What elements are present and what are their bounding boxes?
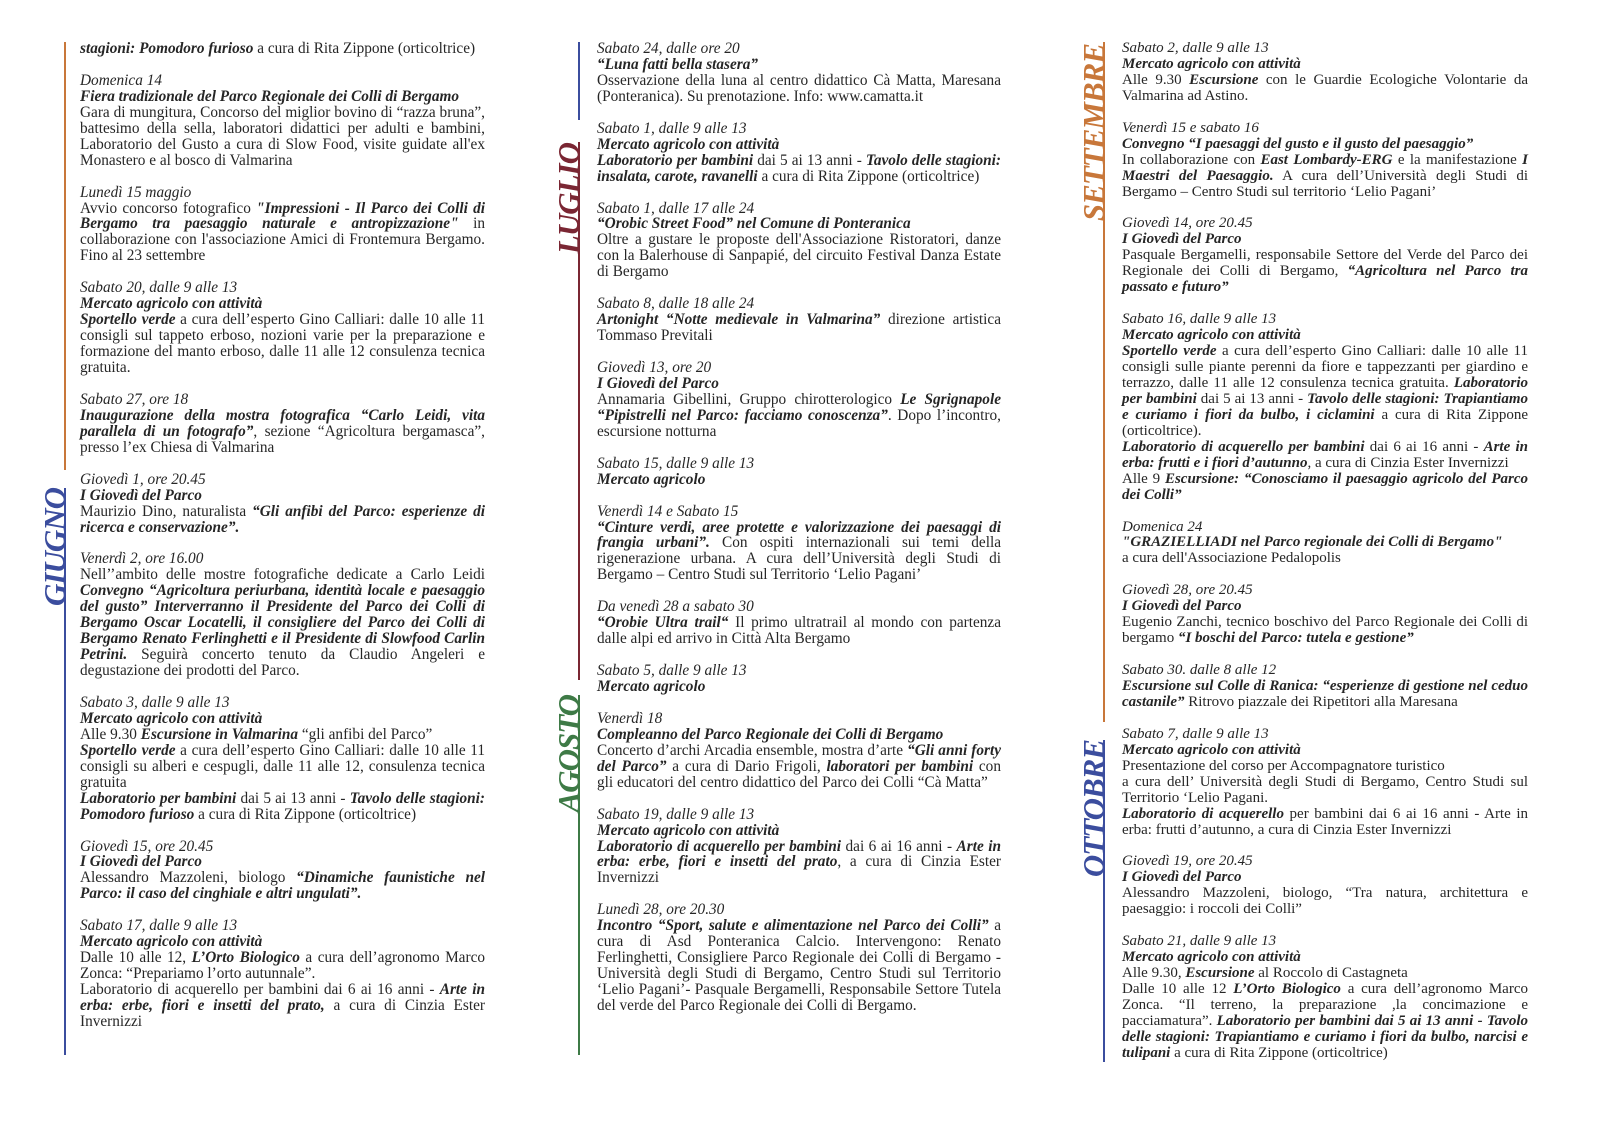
- event-text: a cura di Rita Zippone (orticoltrice): [1170, 1044, 1388, 1061]
- event-text: a cura dell'Associazione Pedalopolis: [1122, 550, 1341, 567]
- event-text: a cura di Rita Zippone (orticoltrice).: [1122, 406, 1528, 439]
- event-description: [1122, 807, 1528, 839]
- event-text: Pasquale Bergamelli, responsabile Settore del Verde del Parco dei Regionale dei Colli di Bergamo,: [1122, 247, 1528, 280]
- event-date: Sabato 17, dalle 9 alle 13: [80, 917, 238, 935]
- event-entry: [1122, 520, 1528, 568]
- event-entry: [597, 599, 1001, 647]
- event-title: I Giovedì del Parco: [1122, 598, 1242, 615]
- event-date: Lunedì 28, ore 20.30: [597, 901, 725, 919]
- event-highlight: Sportello verde: [1122, 343, 1217, 360]
- event-entry: [597, 663, 1001, 695]
- event-highlight: Sportello verde: [80, 741, 176, 759]
- event-text: dai 5 ai 13 anni -: [236, 789, 350, 807]
- event-text: dai 5 ai 13 anni -: [1196, 390, 1308, 407]
- event-entry: [80, 695, 485, 823]
- event-description: [1122, 73, 1528, 105]
- event-text: al Roccolo di Castagneta: [1254, 965, 1408, 982]
- event-description: [1122, 344, 1528, 440]
- event-description: [80, 791, 485, 823]
- event-text: “gli anfibi del Parco”: [298, 725, 433, 743]
- event-text: a cura di Rita Zippone (orticoltrice): [757, 167, 980, 185]
- event-text: , a cura di Cinzia Ester Invernizzi: [1307, 454, 1509, 471]
- event-highlight: Arte in erba: erbe, fiori e insetti del prato: [597, 837, 1001, 871]
- event-description: [597, 743, 1001, 791]
- event-description: [1122, 679, 1528, 711]
- event-text: Concerto d’archi Arcadia ensemble, mostra d’arte: [597, 741, 908, 759]
- event-highlight: laboratori per bambini: [826, 757, 974, 775]
- event-text: a cura di Asd Ponteranica Calcio. Intervengono: Renato Ferlinghetti, Consigliere Parco Regionale dei Colli di Bergamo - Università degli Studi di Bergamo, Centro Studi sul Territorio ‘Lelio Pagani’- Pasquale Bergamelli, Responsabile Settore Tutela del verde del Parco Regionale dei Colli di Bergamo.: [597, 917, 1001, 1015]
- event-highlight: “Gli anni forty del Parco”: [597, 741, 1001, 775]
- event-date: Venerdì 15 e sabato 16: [1122, 119, 1259, 136]
- event-text: dai 5 ai 13 anni -: [753, 151, 866, 169]
- event-entry: [1122, 216, 1528, 296]
- event-text: a cura dell’esperto Gino Calliari: dalle 10 alle 11 consigli sulle piante perenni da fiore e tappezzanti per giardino e terrazzo, dalle 11 alle 12 consulenza tecnica gratuita.: [1122, 343, 1529, 391]
- month-label-ottobre: OTTOBRE: [1076, 740, 1111, 878]
- event-text: a cura dell’agronomo Marco Zonca: “Prepariamo l’orto autunnale”.: [80, 949, 486, 983]
- event-date: Venerdì 18: [597, 709, 663, 727]
- event-entry: [80, 280, 485, 376]
- event-description: [1122, 775, 1528, 807]
- event-highlight: “Agricoltura nel Parco tra passato e futuro”: [1122, 263, 1528, 296]
- event-date: Giovedì 28, ore 20.45: [1122, 582, 1253, 599]
- event-title: I Giovedì del Parco: [597, 374, 719, 392]
- event-text: a cura dell’esperto Gino Calliari: dalle 10 alle 11 consigli sul tappeto erboso, nozioni varie per la preparazione e formazione del manto erboso, dalle 11 alle 12 consulenza tecnica gratuita.: [80, 311, 485, 377]
- event-text: a cura di Dario Frigoli,: [666, 757, 827, 775]
- event-text: Dalle 10 alle 12: [1122, 981, 1234, 998]
- event-description: [1122, 472, 1528, 504]
- event-text: Con ospiti internazionali sui temi della rigenerazione urbana. A cura dell’Università degli Studi di Bergamo – Centro Studi sul Territorio ‘Lelio Pagani’: [597, 534, 1002, 584]
- event-highlight: Laboratorio per bambini: [1122, 374, 1528, 407]
- month-label-agosto: AGOSTO: [551, 695, 586, 813]
- event-text: Presentazione del corso per Accompagnatore turistico: [1122, 757, 1445, 774]
- event-text: a cura dell’esperto Gino Calliari: dalle 10 alle 11 consigli su alberi e cespugli, dalle 11 alle 12, consulenza tecnica gratuita: [80, 741, 485, 791]
- event-date: Sabato 7, dalle 9 alle 13: [1122, 725, 1269, 742]
- event-description: [1122, 966, 1528, 982]
- event-text: a cura di Rita Zippone (orticoltrice): [253, 40, 476, 57]
- month-label-giugno: GIUGNO: [37, 488, 72, 606]
- event-date: Sabato 5, dalle 9 alle 13: [597, 662, 747, 680]
- event-entry: [597, 121, 1001, 185]
- event-description: [1122, 248, 1528, 296]
- event-highlight: L’Orto Biologico: [1233, 981, 1341, 998]
- event-text: a cura dell’ Università degli Studi di Bergamo, Centro Studi sul Territorio ‘Lelio Pagani.: [1122, 773, 1528, 806]
- event-entry: [597, 360, 1001, 440]
- event-text: Laboratorio di acquerello per bambini dai 6 ai 16 anni -: [80, 981, 440, 999]
- event-highlight: Escursione: [1185, 965, 1255, 982]
- event-entry: [80, 41, 485, 57]
- event-highlight: East Lombardy-ERG: [1260, 151, 1393, 168]
- event-highlight: Sportello verde: [80, 311, 176, 329]
- event-highlight: "Impressioni - Il Parco dei Colli di Bergamo tra paesaggio naturale e antropizzazione": [80, 199, 485, 233]
- event-date: Sabato 19, dalle 9 alle 13: [597, 805, 755, 823]
- event-highlight: Escursione: [1189, 71, 1259, 88]
- event-title: I Giovedì del Parco: [1122, 869, 1242, 886]
- event-date: Sabato 20, dalle 9 alle 13: [80, 279, 238, 297]
- event-entry: [1122, 934, 1528, 1062]
- event-description: [597, 839, 1001, 887]
- event-date: Giovedì 1, ore 20.45: [80, 470, 206, 488]
- event-text: in collaborazione con l'associazione Amici di Frontemura Bergamo. Fino al 23 settembre: [80, 215, 485, 265]
- event-description: [80, 567, 485, 679]
- event-title: Mercato agricolo: [597, 470, 706, 488]
- event-date: Lunedì 15 maggio: [80, 183, 192, 201]
- event-highlight: Laboratorio di acquerello per bambini: [597, 837, 842, 855]
- event-highlight: Incontro “Sport, salute e alimentazione nel Parco dei Colli”: [597, 917, 989, 935]
- event-text: , sezione “Agricoltura bergamasca”, presso l’ex Chiesa di Valmarina: [80, 422, 485, 456]
- event-date: Sabato 2, dalle 9 alle 13: [1122, 40, 1269, 56]
- month-label-luglio: LUGLIO: [551, 143, 586, 255]
- event-highlight: “Orobie Ultra trail“: [597, 614, 729, 632]
- event-description: [597, 918, 1001, 1014]
- event-date: Giovedì 13, ore 20: [597, 359, 712, 376]
- event-title: Mercato agricolo: [597, 678, 706, 695]
- event-entry: [1122, 663, 1528, 711]
- event-date: Venerdì 2, ore 16.00: [80, 550, 204, 568]
- event-date: Sabato 1, dalle 17 alle 24: [597, 199, 755, 217]
- event-description: [80, 743, 485, 791]
- event-date: Sabato 1, dalle 9 alle 13: [597, 119, 747, 137]
- event-text: a cura di Cinzia Ester Invernizzi: [80, 997, 485, 1030]
- event-text: Avvio concorso fotografico: [80, 199, 257, 217]
- event-text: dai 6 ai 16 anni -: [841, 837, 957, 855]
- event-text: A cura dell’Università degli Studi di Bergamo – Centro Studi sul territorio ‘Lelio Pagani’: [1122, 167, 1529, 200]
- event-text: Eugenio Zanchi, tecnico boschivo del Parco Regionale dei Colli di bergamo: [1122, 614, 1528, 647]
- event-text: Maurizio Dino, naturalista: [80, 502, 253, 520]
- event-text: Alle 9.30: [80, 725, 141, 743]
- event-title: Mercato agricolo con attività: [80, 709, 263, 727]
- event-text: Annamaria Gibellini, Gruppo chirotterologico: [597, 390, 901, 408]
- event-title: I Giovedì del Parco: [80, 486, 202, 504]
- event-date: Venerdì 14 e Sabato 15: [597, 502, 739, 520]
- event-date: Sabato 15, dalle 9 alle 13: [597, 454, 755, 472]
- event-title: Mercato agricolo con attività: [1122, 327, 1301, 344]
- event-description: [80, 504, 485, 536]
- event-description: [80, 312, 485, 376]
- event-title: Mercato agricolo con attività: [597, 821, 780, 839]
- event-description: [80, 201, 485, 265]
- event-highlight: “Dinamiche faunistiche nel Parco: il caso del cinghiale e altri ungulati”.: [80, 869, 486, 903]
- event-highlight: stagioni: Pomodoro furioso: [80, 40, 254, 57]
- event-text: dai 6 ai 16 anni -: [1364, 438, 1484, 455]
- event-title: Fiera tradizionale del Parco Regionale dei Colli di Bergamo: [80, 87, 460, 105]
- event-entry: [80, 73, 485, 169]
- event-highlight: Escursione in Valmarina: [140, 725, 299, 743]
- event-description: [597, 520, 1001, 584]
- event-title: Mercato agricolo con attività: [80, 933, 263, 951]
- event-text: Dalle 10 alle 12,: [80, 949, 192, 967]
- event-date: Sabato 30. dalle 8 alle 12: [1122, 662, 1277, 679]
- event-highlight: Laboratorio per bambini: [597, 151, 754, 169]
- event-highlight: Laboratorio per bambini: [80, 789, 237, 807]
- event-highlight: Escursione sul Colle di Ranica: “esperienze di gestione nel ceduo castanile”: [1122, 678, 1528, 710]
- event-description: [1122, 153, 1528, 201]
- event-entry: [1122, 854, 1528, 918]
- event-title: Mercato agricolo con attività: [1122, 949, 1301, 966]
- event-date: Domenica 14: [80, 71, 162, 89]
- event-text: , a cura di Cinzia Ester Invernizzi: [597, 853, 1001, 887]
- event-description: [1122, 615, 1528, 647]
- event-entry: [597, 504, 1001, 584]
- event-text: Gara di mungitura, Concorso del miglior bovino di “razza bruna”, battesimo della sella, laboratori didattici per adulti e bambini, Laboratorio del Gusto a cura di Slow Food, visite guidate all'ex Monastero e al bosco di Valmarina: [80, 103, 485, 169]
- event-highlight: Tavolo delle stagioni: Trapiantiamo e curiamo i fiori da bulbo, i ciclamini: [1122, 390, 1528, 423]
- event-entry: [80, 839, 485, 903]
- event-date: Sabato 21, dalle 9 alle 13: [1122, 933, 1277, 950]
- event-text: Alessandro Mazzoleni, biologo, “Tra natura, architettura e paesaggio: i roccoli dei Colli”: [1122, 885, 1528, 918]
- event-entry: [80, 472, 485, 536]
- event-title: Compleanno del Parco Regionale dei Colli di Bergamo: [597, 725, 944, 743]
- event-title: Mercato agricolo con attività: [80, 295, 263, 313]
- event-entry: [1122, 727, 1528, 839]
- event-entry: [80, 551, 485, 679]
- event-highlight: Arte in erba: erbe, fiori e insetti del prato,: [80, 981, 485, 1015]
- column-3-events: [1122, 41, 1528, 1078]
- event-highlight: Laboratorio per bambini dai 5 ai 13 anni - Tavolo delle stagioni: Trapiantiamo e curiamo i fiori da bulbo, narcisi e tulipani: [1122, 1013, 1528, 1061]
- event-text: Osservazione della luna al centro didattico Cà Matta, Maresana (Ponteranica). Su prenotazione. Info: www.camatta.it: [597, 71, 1001, 105]
- event-text: Alle 9.30,: [1122, 965, 1186, 982]
- event-entry: [1122, 41, 1528, 105]
- event-date: Giovedì 15, ore 20.45: [80, 837, 214, 855]
- event-title: "GRAZIELLIADI nel Parco regionale dei Colli di Bergamo": [1122, 534, 1503, 551]
- event-date: Sabato 8, dalle 18 alle 24: [597, 295, 755, 313]
- event-text: Nell’’ambito delle mostre fotografiche dedicate a Carlo Leidi: [80, 566, 485, 584]
- event-date: Da venedì 28 a sabato 30: [597, 598, 754, 616]
- event-highlight: Escursione: “Conosciamo il paesaggio agricolo del Parco dei Colli”: [1122, 470, 1528, 503]
- event-title: “Luna fatti bella stasera”: [597, 55, 759, 73]
- event-title: Mercato agricolo con attività: [597, 135, 780, 153]
- event-entry: [597, 456, 1001, 488]
- event-description: [80, 41, 485, 57]
- event-description: [1122, 886, 1528, 918]
- event-highlight: Inaugurazione della mostra fotografica “Carlo Leidi, vita parallela di un fotografo”: [80, 406, 485, 440]
- event-description: [80, 408, 485, 456]
- event-description: [597, 392, 1001, 440]
- event-entry: [1122, 583, 1528, 647]
- event-date: Domenica 24: [1122, 518, 1203, 535]
- event-entry: [1122, 121, 1528, 201]
- event-date: Giovedì 19, ore 20.45: [1122, 853, 1253, 870]
- event-highlight: I Maestri del Paesaggio.: [1122, 151, 1528, 184]
- event-text: a cura di Rita Zippone (orticoltrice): [194, 805, 417, 823]
- event-entry: [80, 918, 485, 1030]
- event-text: con gli educatori del centro didattico del Parco dei Colli “Cà Matta”: [597, 757, 1001, 791]
- event-highlight: Convegno “Agricoltura periurbana, identità locale e paesaggio del gusto” Interverranno il Presidente del Parco dei Colli di Bergamo Oscar Locatelli, il consigliere del Parco dei Colli di Bergamo Renato Ferlinghetti e il Presidente di Slowfood Carlin Petrini.: [80, 582, 485, 664]
- event-highlight: Tavolo delle stagioni: Pomodoro furioso: [80, 789, 486, 823]
- event-date: Sabato 16, dalle 9 alle 13: [1122, 311, 1277, 328]
- event-text: Alle 9: [1122, 470, 1165, 487]
- event-title: I Giovedì del Parco: [1122, 231, 1242, 248]
- event-description: [80, 727, 485, 743]
- event-text: . Dopo l’incontro, escursione notturna: [597, 406, 1001, 440]
- event-entry: [80, 392, 485, 456]
- column-1-events: [80, 41, 485, 1046]
- event-highlight: Laboratorio di acquerello per bambini: [1122, 438, 1365, 455]
- event-highlight: “I boschi del Parco: tutela e gestione”: [1177, 630, 1414, 647]
- event-text: Seguirà concerto tenuto da Claudio Angeleri e degustazione dei prodotti del Parco.: [80, 646, 485, 680]
- event-entry: [1122, 312, 1528, 503]
- event-highlight: “Cinture verdi, aree protette e valorizzazione dei paesaggi di frangia urbani”.: [597, 518, 1001, 552]
- event-highlight: Le Sgrignapole “Pipistrelli nel Parco: facciamo conoscenza”: [597, 390, 1001, 424]
- event-text: In collaborazione con: [1122, 151, 1261, 168]
- event-text: Alessandro Mazzoleni, biologo: [80, 869, 297, 887]
- event-description: [1122, 551, 1528, 567]
- event-entry: [597, 807, 1001, 887]
- event-description: [597, 73, 1001, 105]
- event-title: Mercato agricolo con attività: [1122, 741, 1301, 758]
- event-text: Il primo ultratrail al mondo con partenza dalle alpi ed arrivo in Città Alta Bergamo: [597, 614, 1001, 648]
- event-description: [80, 870, 485, 902]
- event-entry: [80, 185, 485, 265]
- event-description: [80, 950, 485, 982]
- event-description: [80, 105, 485, 169]
- event-title: Convegno “I paesaggi del gusto e il gusto del paesaggio”: [1122, 135, 1474, 152]
- event-date: Giovedì 14, ore 20.45: [1122, 215, 1253, 232]
- event-text: Oltre a gustare le proposte dell'Associazione Ristoratori, danze con la Balerhouse di Sanpapié, del circuito Festival Danza Estate di Bergamo: [597, 231, 1001, 281]
- event-date: Sabato 27, ore 18: [80, 390, 189, 408]
- column-2-events: [597, 41, 1001, 1030]
- event-entry: [597, 296, 1001, 344]
- event-highlight: Tavolo delle stagioni: insalata, carote, ravanelli: [597, 151, 1002, 185]
- event-title: Mercato agricolo con attività: [1122, 55, 1301, 72]
- event-highlight: “Gli anfibi del Parco: esperienze di ricerca e conservazione”.: [80, 502, 485, 536]
- event-description: [80, 982, 485, 1030]
- event-highlight: Artonight “Notte medievale in Valmarina”: [597, 311, 881, 329]
- event-description: [1122, 759, 1528, 775]
- event-entry: [597, 711, 1001, 791]
- event-entry: [597, 902, 1001, 1014]
- month-label-settembre: SETTEMBRE: [1076, 44, 1111, 222]
- event-description: [1122, 982, 1528, 1062]
- event-title: “Orobic Street Food” nel Comune di Ponteranica: [597, 215, 911, 233]
- event-date: Sabato 24, dalle ore 20: [597, 40, 740, 57]
- event-date: Sabato 3, dalle 9 alle 13: [80, 693, 230, 711]
- event-text: Ritrovo piazzale dei Ripetitori alla Maresana: [1184, 693, 1458, 710]
- event-entry: [597, 201, 1001, 281]
- month-bar-maggio: [64, 42, 66, 470]
- event-text: con le Guardie Ecologiche Volontarie da Valmarina ad Astino.: [1122, 71, 1528, 104]
- event-highlight: Arte in erba: frutti e i fiori d’autunno: [1122, 438, 1528, 471]
- month-bar-giugno-cont: [578, 42, 580, 120]
- event-text: a cura dell’agronomo Marco Zonca. “Il terreno, la preparazione ,la concimazione e pacciamatura”.: [1122, 981, 1528, 1029]
- event-text: per bambini dai 6 ai 16 anni - Arte in erba: frutti d’autunno, a cura di Cinzia Ester Invernizzi: [1122, 805, 1529, 838]
- event-entry: [597, 41, 1001, 105]
- event-description: [597, 615, 1001, 647]
- event-highlight: Laboratorio di acquerello: [1122, 805, 1284, 822]
- event-text: direzione artistica Tommaso Previtali: [597, 311, 1001, 345]
- event-highlight: L’Orto Biologico: [191, 949, 300, 967]
- event-title: I Giovedì del Parco: [80, 853, 202, 871]
- event-description: [597, 312, 1001, 344]
- event-text: e la manifestazione: [1392, 151, 1523, 168]
- event-description: [1122, 440, 1528, 472]
- event-description: [597, 232, 1001, 280]
- event-text: Alle 9.30: [1122, 71, 1190, 88]
- event-description: [597, 153, 1001, 185]
